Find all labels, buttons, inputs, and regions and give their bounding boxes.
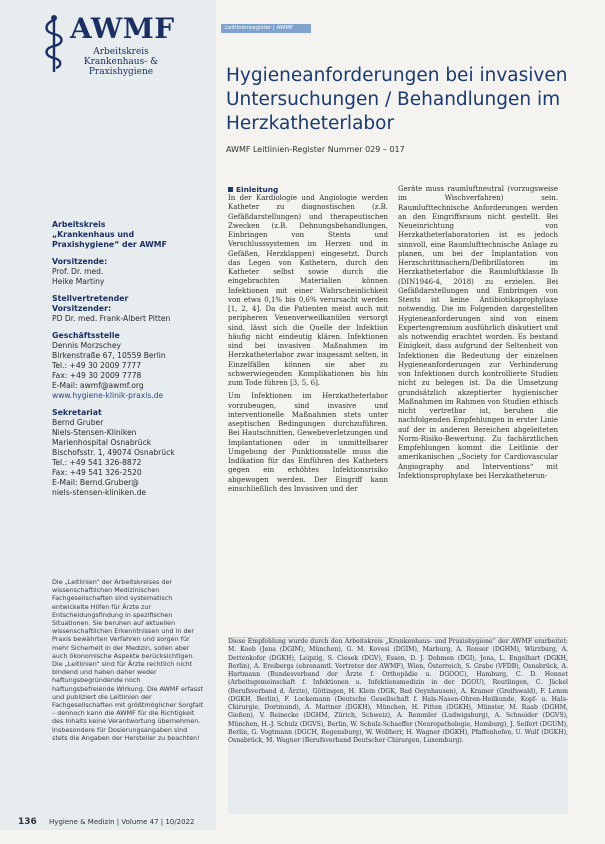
office-heading: Geschäftsstelle [52,331,120,340]
paragraph: In der Kardiologie und Angiologie werden Katheter zu diagnostischen (z.B. Gefäßdarstellungen) und therapeutischen Zwecken (z.B. Dehnungsbehandlungen, Einbringen von Stents und Verschlusssystemen im Herzen und in Gefäßen, Herzklappen) eingesetzt. Durch das Legen von Kathetern, durch den Katheter selbst sowie durch die eingebrachten Materialien können Infektionen mit einer Wahrscheinlichkeit von etwa 0,1% bis 0,6% verursacht werden [1, 2, 4]. Da die Patienten meist auch mit peripheren Venenverweilkanülen versorgt sind, lässt sich die Quelle der Infektion häufig nicht eindeutig klären. Infektionen sind bei invasiven Maßnahmen im Herzkatheterlabor zwar insgesamt selten, in Einzelfällen können sie aber zu schwerwiegenden Komplikationen bis hin zum Tode führen [3, 5, 6]. [228,194,388,387]
section-ribbon: Leitlinienregister | AWMF [221,24,311,33]
awmf-logo [42,10,202,80]
page-number: 136 [18,817,37,827]
office-line: Fax: +49 30 2009 7778 [52,371,142,380]
sidebar-info [52,220,202,505]
secretary-line: Fax: +49 541 326-2520 [52,468,142,477]
logo-subtitle-line: Krankenhaus- & [83,57,159,67]
text-column-2 [398,185,558,633]
article-subtitle: AWMF Leitlinien-Register Nummer 029 – 017 [226,145,405,154]
office-line: Birkenstraße 67, 10559 Berlin [52,351,166,360]
office-line: Dennis Morzschey [52,341,122,350]
text-column-1 [228,185,388,635]
office-line: Tel.: +49 30 2009 7777 [52,361,142,370]
logo-subtitle-line: Arbeitskreis [93,47,149,57]
chair-line: Prof. Dr. med. [52,267,104,276]
guideline-disclaimer: Die „Leitlinien“ der Arbeitskreises der wissenschaftlichen Medizinischen Fachgesellschaften sind systematisch entwickelte Hilfen für Ärzte zur Entscheidungsfindung in spezifischen Situationen. Sie beruhen auf aktuellen wissenschaftlichen Erkenntnissen und in der Praxis bewährten Verfahren und sorgen für mehr Sicherheit in der Medizin, sollen aber auch ökonomische Aspekte berücksichtigen. Die „Leitlinien“ sind für Ärzte rechtlich nicht bindend und haben daher weder haftungsbegründende noch haftungsbefreiende Wirkung. Die AWMF erfasst und publiziert die Leitlinien der Fachgesellschaften mit größtmöglicher Sorgfalt – dennoch kann die AWMF für die Richtigkeit des Inhalts keine Verantwortung übernehmen. Insbesondere für Dosierungsangaben sind stets die Angaben der Hersteller zu beachten! [52,578,204,742]
secretary-line: Bernd Gruber [52,418,104,427]
logo-title: AWMF [70,12,175,45]
deputy-section [52,294,202,324]
deputy-line: PD Dr. med. Frank-Albert Pitten [52,314,171,323]
secretary-line: Niels-Stensen-Kliniken [52,428,137,437]
page-footer [18,817,194,827]
chair-section [52,257,202,287]
office-email: E-Mail: awmf@awmf.org [52,381,144,390]
secretary-email: niels-stensen-kliniken.de [52,488,147,497]
deputy-heading: Vorsitzender: [52,304,112,313]
deputy-heading: Stellvertretender [52,294,129,303]
chair-heading: Vorsitzende: [52,257,108,266]
chair-line: Heike Martiny [52,277,105,286]
logo-subtitle [80,47,162,77]
section-heading [228,185,388,194]
secretary-heading: Sekretariat [52,408,102,417]
secretary-line: Marienhospital Osnabrück [52,438,152,447]
article-title: Hygieneanforderungen bei invasiven Untersuchungen / Behandlungen im Herzkatheterlabor [226,65,568,134]
paragraph: Geräte muss raumluftneutral (vorzugsweise im Wischverfahren) sein. Raumlufttechnische Anforderungen werden an den Eingriffsraum nicht gestellt. Bei Neueinrichtung von Herzkatheterlaboratorien ist es jedoch sinnvoll, eine Raumlufttechnische Anlage zu planen, um bei der Implantation von Herzschrittmachern/Defibrillatoren im Herzkatheterlabor die Raumluftklasse Ib (DIN1946-4, 2018) zu erzielen. Bei Gefäßdarstellungen und Einbringen von Stents ist keine Antibiotikaprophylaxe notwendig. Die im Folgenden dargestellten Hygieneanforderungen sind von einem Expertengremium ausführlich diskutiert und als notwendig erachtet worden. Es bestand Einigkeit, dass aufgrund der Seltenheit von Infektionen die Bedeutung der einzelnen Hygieneanforderungen zur Verhinderung von Infektionen durch kontrollierte Studien nicht zu belegen ist. Da die Umsetzung grundsätzlich akzeptierter hygienischer Maßnahmen im Rahmen von Studien ethisch nicht vertretbar ist, beruhen die nachfolgenden Empfehlungen in erster Linie auf der in anderen Bereichen abgeleiteten Norm-Risiko-Bewertung. Zu fachärztlichen Empfehlungen kommt die Leitlinie der amerikanischen „Society for Cardiovascular Angiography and Interventions“ mit Infektionsprophylaxe bei Herzkatheterun- [398,185,558,480]
logo-subtitle-line: Praxishygiene [88,67,154,77]
paragraph: Um Infektionen im Herzkatheterlabor vorzubeugen, sind invasive und interventionelle Maßnahmen stets unter aseptischen Bedingungen durchzuführen. Bei Hautschnitten, Gewebeverletzungen und Implantationen oder in unmittelbarer Umgebung der Punktionsstelle muss die Indikation für das Einführen des Katheters gegen ein erhöhtes Infektionsrisiko abgewogen werden. Der Eingriff kann einschließlich des Invasiven und der [228,392,388,493]
bullet-square-icon [228,187,233,192]
section-heading-text: Einleitung [236,185,279,194]
aesculapian-staff-icon [42,12,66,74]
secretary-line: Tel.: +49 541 326-8872 [52,458,142,467]
working-group-title: Praxishygiene“ der AWMF [52,240,167,249]
secretary-email: E-Mail: Bernd.Gruber@ [52,478,139,487]
working-group [52,220,202,250]
office-website: www.hygiene-klinik-praxis.de [52,391,164,400]
secretary-line: Bischofsstr. 1, 49074 Osnabrück [52,448,175,457]
working-group-title: „Krankenhaus und [52,230,135,239]
author-note-box: Diese Empfehlung wurde durch den Arbeitskreis „Krankenhaus- und Praxishygiene“ der AWMF erarbeitet: M. Koeb (Jena (DGIM), München), G. M. Kovesi (DGIM), Marburg, A. Ronser (DGHM), Würzburg, A. Dettenkofer (DGKH), Leipzig, S. Ciesek (DGV), Essen, D. J. Dohmen (DGI), Jena, L. Engelhart (DGKH, Berlin), A. Ereibergs (ehrenamtl. Vertreter der AWMF), Wien, Österreich, S. Grabe (VFDB), Osnabrück, A. Hartmann (Bundesverband der Ärzte f. Orthopädie u. DGOOC), Hamburg, C. D. Honnet (Arbeitsgemeinschaft f. Infektionen u. Infektionsmedizin in der DGOU), Reutlingen, C. Jäckel (Berufsverband d. Ärzte), Göttingen, H. Klein (DGK, Bad Oeynhausen), A. Kramer (Greifswald), F. Lemm (DGKH, Berlin), F. Lockemann (Deutsche Gesellschaft f. Hals-Nasen-Ohren-Heilkunde, Kopf- u. Hals-Chirurgie, Dortmund), A. Mattner (DGKH), München, H. Pitten (DGKH), Münster, M. Raab (DGHM, Gießen), V. Reinecke (DGHM, Zürich, Schweiz), A. Remmler (Ludwigsburg), A. Schneider (DGVS), München, H.-J. Schulz (DGVS), Berlin, W. Schulz-Schaeffer (Neuropathologie, Homburg), J. Seifert (DGUM), Berlin, G. Vogtmann (DGCH, Regensburg), W. Wollherr, H. Wagner (DGKH), Pfaffenhofen, U. Wulf (DGKH), Osnabrück, M. Wagner (Berufsverband Deutscher Chirurgen, Luxemburg). [228,637,568,814]
secretary-section [52,408,202,498]
journal-info: Hygiene & Medizin | Volume 47 | 10/2022 [49,818,195,826]
working-group-title: Arbeitskreis [52,220,106,229]
office-section [52,331,202,401]
